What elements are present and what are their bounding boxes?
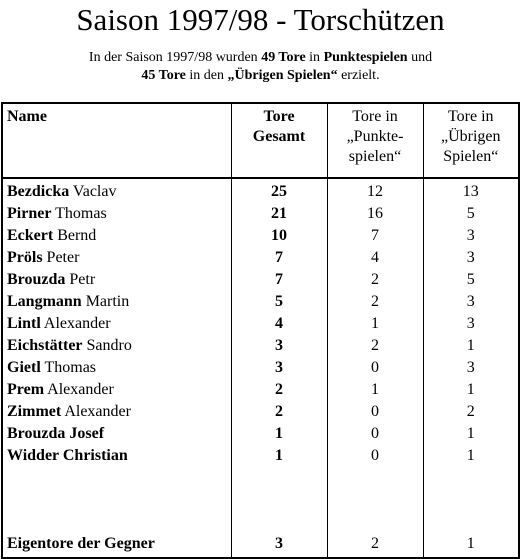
player-name <box>2 313 231 335</box>
spacer-cell <box>231 467 327 533</box>
table-row <box>2 269 519 291</box>
goals-total: 4 <box>231 313 327 335</box>
goals-total: 2 <box>231 379 327 401</box>
spacer-cell <box>327 467 423 533</box>
goals-other: 3 <box>423 357 519 379</box>
goals-league: 0 <box>327 445 423 467</box>
player-first-name: Peter <box>42 249 80 266</box>
player-first-name: Thomas <box>40 359 97 376</box>
player-first-name: Thomas <box>51 205 107 222</box>
header-league: Tore in „Punkte- spielen“ <box>327 103 423 178</box>
goals-total: 10 <box>231 225 327 247</box>
header-other: Tore in „Übrigen Spielen“ <box>423 103 519 178</box>
player-first-name: Christian <box>58 447 128 464</box>
goals-total: 5 <box>231 291 327 313</box>
goals-other: 3 <box>423 225 519 247</box>
goals-league: 16 <box>327 203 423 225</box>
goals-league: 2 <box>327 269 423 291</box>
player-name <box>2 335 231 357</box>
player-last-name: Brouzda <box>7 425 66 442</box>
player-first-name: Bernd <box>53 227 97 244</box>
goals-total: 3 <box>231 357 327 379</box>
table-header-row <box>2 103 519 178</box>
player-last-name: Prem <box>7 381 45 398</box>
goals-league: 1 <box>327 379 423 401</box>
own-goals-league: 2 <box>327 533 423 558</box>
own-goals-other: 1 <box>423 533 519 558</box>
player-last-name: Zimmet <box>7 403 62 420</box>
goals-league: 7 <box>327 225 423 247</box>
table-row <box>2 178 519 203</box>
table-row <box>2 423 519 445</box>
player-last-name: Eichstätter <box>7 337 83 354</box>
table-row <box>2 291 519 313</box>
own-goals-label: Eigentore der Gegner <box>2 533 231 558</box>
goals-other: 5 <box>423 203 519 225</box>
goals-other: 3 <box>423 291 519 313</box>
table-row <box>2 203 519 225</box>
goals-total: 2 <box>231 401 327 423</box>
player-first-name: Alexander <box>44 381 114 398</box>
goals-league: 0 <box>327 401 423 423</box>
player-name <box>2 247 231 269</box>
player-last-name: Bezdicka <box>7 183 70 200</box>
player-name <box>2 203 231 225</box>
goals-other: 2 <box>423 401 519 423</box>
goals-total: 7 <box>231 247 327 269</box>
table-row <box>2 357 519 379</box>
player-first-name: Vaclav <box>69 183 117 200</box>
intro-part: erzielt. <box>337 68 380 83</box>
player-name <box>2 269 231 291</box>
player-first-name: Sandro <box>82 337 132 354</box>
goals-total: 21 <box>231 203 327 225</box>
player-first-name: Martin <box>81 293 130 310</box>
player-name <box>2 291 231 313</box>
goals-league: 2 <box>327 291 423 313</box>
player-first-name: Josef <box>65 425 105 442</box>
table-row <box>2 445 519 467</box>
goals-league: 4 <box>327 247 423 269</box>
table-row <box>2 401 519 423</box>
table-row <box>2 379 519 401</box>
player-last-name: Langmann <box>7 293 82 310</box>
header-total: Tore Gesamt <box>231 103 327 178</box>
intro-league-total: 49 Tore <box>261 50 306 65</box>
player-last-name: Pirner <box>7 205 52 222</box>
scorers-table <box>1 102 520 559</box>
intro-text <box>0 49 521 85</box>
intro-other-total: 45 Tore <box>141 68 186 83</box>
intro-league-label: Punktespielen <box>323 50 408 65</box>
goals-total: 1 <box>231 423 327 445</box>
player-name <box>2 178 231 203</box>
table-row <box>2 225 519 247</box>
player-last-name: Lintl <box>7 315 41 332</box>
intro-part: in den <box>185 68 228 83</box>
spacer-cell <box>2 467 231 533</box>
player-last-name: Brouzda <box>7 271 66 288</box>
own-goals-row <box>2 533 519 558</box>
player-last-name: Gietl <box>7 359 41 376</box>
goals-other: 1 <box>423 379 519 401</box>
player-name <box>2 401 231 423</box>
own-goals-total: 3 <box>231 533 327 558</box>
table-row <box>2 313 519 335</box>
page-title: Saison 1997/98 - Torschützen <box>76 2 445 37</box>
goals-other: 13 <box>423 178 519 203</box>
player-last-name: Eckert <box>7 227 54 244</box>
table-row <box>2 335 519 357</box>
player-name <box>2 225 231 247</box>
intro-other-label: „Übrigen Spielen“ <box>227 68 338 83</box>
goals-league: 12 <box>327 178 423 203</box>
intro-part: In der Saison 1997/98 wurden <box>88 50 262 65</box>
goals-total: 1 <box>231 445 327 467</box>
goals-total: 3 <box>231 335 327 357</box>
goals-total: 25 <box>231 178 327 203</box>
goals-other: 1 <box>423 423 519 445</box>
goals-other: 3 <box>423 247 519 269</box>
goals-league: 2 <box>327 335 423 357</box>
player-name <box>2 357 231 379</box>
goals-league: 0 <box>327 423 423 445</box>
spacer-cell <box>423 467 519 533</box>
player-name <box>2 379 231 401</box>
goals-other: 1 <box>423 445 519 467</box>
goals-league: 1 <box>327 313 423 335</box>
header-name: Name <box>2 103 231 178</box>
player-last-name: Widder <box>7 447 59 464</box>
intro-part: in <box>305 50 324 65</box>
player-first-name: Alexander <box>61 403 131 420</box>
player-last-name: Pröls <box>7 249 43 266</box>
goals-league: 0 <box>327 357 423 379</box>
table-row <box>2 247 519 269</box>
spacer-row <box>2 467 519 533</box>
goals-other: 5 <box>423 269 519 291</box>
goals-other: 1 <box>423 335 519 357</box>
player-first-name: Alexander <box>40 315 111 332</box>
player-first-name: Petr <box>65 271 96 288</box>
table-body <box>2 178 519 558</box>
player-name <box>2 445 231 467</box>
intro-part: und <box>407 50 433 65</box>
player-name <box>2 423 231 445</box>
goals-total: 7 <box>231 269 327 291</box>
goals-other: 3 <box>423 313 519 335</box>
